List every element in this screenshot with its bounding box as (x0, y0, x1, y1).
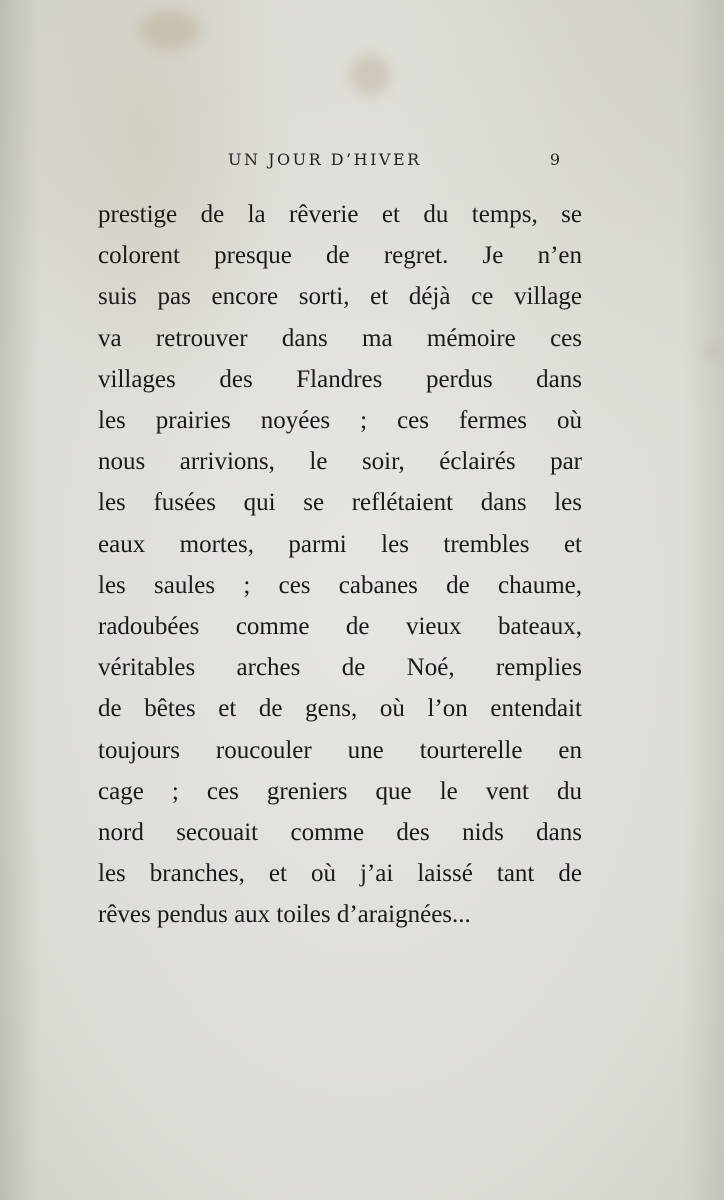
body-text (98, 194, 582, 936)
text-line: les branches, et où j’ai laissé tant de (98, 860, 582, 888)
running-title: UN JOUR D’HIVER (228, 150, 422, 169)
paper-stain (706, 345, 718, 357)
text-line: nord secouait comme des nids dans (98, 819, 582, 847)
text-line: véritables arches de Noé, remplies (98, 654, 582, 682)
text-line: cage ; ces greniers que le vent du (98, 777, 582, 805)
paper-stain (350, 55, 390, 95)
text-line: les prairies noyées ; ces fermes où (98, 407, 582, 435)
running-head (100, 150, 570, 178)
text-line: nous arrivions, le soir, éclairés par (98, 448, 582, 476)
text-line: va retrouver dans ma mémoire ces (98, 324, 582, 352)
text-line-last: rêves pendus aux toiles d’araignées... (98, 901, 471, 929)
paper-stain (140, 10, 200, 50)
page-edge-shadow-right (684, 0, 724, 1200)
text-line: colorent presque de regret. Je n’en (98, 242, 582, 270)
text-line: prestige de la rêverie et du temps, se (98, 201, 582, 228)
text-line: de bêtes et de gens, où l’on entendait (98, 695, 582, 723)
page-edge-shadow-left (0, 0, 40, 1200)
text-line: les saules ; ces cabanes de chaume, (98, 571, 582, 599)
page-number: 9 (549, 150, 560, 169)
text-line: radoubées comme de vieux bateaux, (98, 613, 582, 641)
text-line: les fusées qui se reflétaient dans les (98, 489, 582, 517)
text-line: suis pas encore sorti, et déjà ce village (98, 283, 582, 311)
text-line: eaux mortes, parmi les trembles et (98, 530, 582, 558)
text-line: toujours roucouler une tourterelle en (98, 736, 582, 764)
text-line: villages des Flandres perdus dans (98, 365, 582, 393)
